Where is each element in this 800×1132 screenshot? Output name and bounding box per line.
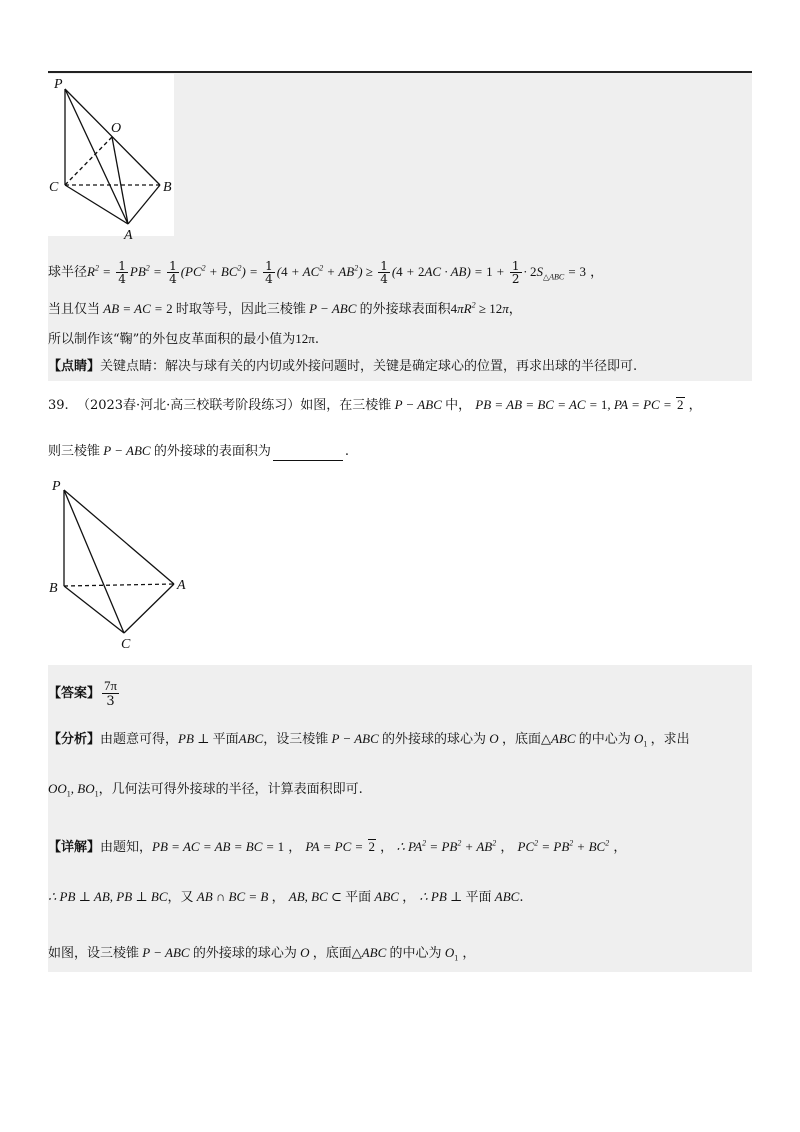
detail-line-3: 如图，设三棱锥 P − ABC 的外接球的球心为 O ，底面△ABC 的中心为 $O_1$ ， xyxy=(48,945,476,963)
solution-block-answer xyxy=(48,665,752,972)
prev-line-conclusion: 所以制作该“鞠”的外包皮革面积的最小值为12π. xyxy=(48,331,320,347)
fig1-label-o: O xyxy=(111,121,122,136)
fig2-label-c: C xyxy=(121,637,131,652)
fig1-label-c: C xyxy=(49,180,59,195)
prev-tip: 【点睛】关键点睛：解决与球有关的内切或外接问题时，关键是确定球心的位置，再求出球的半径即可. xyxy=(48,359,638,374)
detail-line-2: ∴ PB ⊥ AB, PB ⊥ BC，又 AB ∩ BC = B ， AB, BC ⊂ 平面 ABC ， ∴ PB ⊥ 平面 ABC. xyxy=(48,889,524,905)
figure-1-pyramid xyxy=(40,74,180,244)
fig1-label-p: P xyxy=(54,77,63,92)
fig2-label-p: P xyxy=(52,479,61,494)
fig1-label-b: B xyxy=(163,180,172,195)
fig2-label-b: B xyxy=(49,581,58,596)
detail-line-1: 【详解】由题知，PB = AC = AB = BC = 1 ， PA = PC = 2 ， ∴ $PA^2 = PB^2 + AB^2$ ， $PC^2 = PB^2 + BC^2$ ， xyxy=(48,838,627,855)
question-39-line-1: 39. （2023春·河北·高三校联考阶段练习）如图，在三棱锥 P − ABC 中， PB = AB = BC = AC = 1, PA = PC = 2 ， xyxy=(48,397,702,413)
answer-line: 【答案】 $\frac{7\pi}{3}$ xyxy=(48,678,118,709)
prev-line-radius: 球半径$R^2$ = $\frac{1}{4}$ $PB^2$ = $\frac{1}{4}$ $(PC^2 + BC^2)$ = $\frac{1}{4}$ $(4 + AC^2 + AB^2)$ ≥ $\frac{1}{4}$ (4 + 2AC · AB) = 1 + $\frac{1}{2}$ · $2S_{\triangle ABC} = 3$ ， xyxy=(48,259,604,286)
figure-2-pyramid xyxy=(40,476,200,656)
answer-blank xyxy=(273,460,343,461)
prev-line-equality: 当且仅当 AB = AC = 2 时取等号，因此三棱锥 P − ABC 的外接球表面积$4\pi R^2 \ge 12\pi$， xyxy=(48,300,522,317)
analysis-line-2: $OO_1$, $BO_1$，几何法可得外接球的半径，计算表面积即可. xyxy=(48,781,363,799)
question-39-line-2: 则三棱锥 P − ABC 的外接球的表面积为 . xyxy=(48,443,349,459)
analysis-line-1: 【分析】由题意可得，PB ⊥ 平面ABC，设三棱锥 P − ABC 的外接球的球心为 O ，底面△ABC 的中心为 $O_1$ ，求出 xyxy=(48,731,690,749)
fig1-label-a: A xyxy=(124,228,133,243)
fig2-label-a: A xyxy=(177,578,186,593)
